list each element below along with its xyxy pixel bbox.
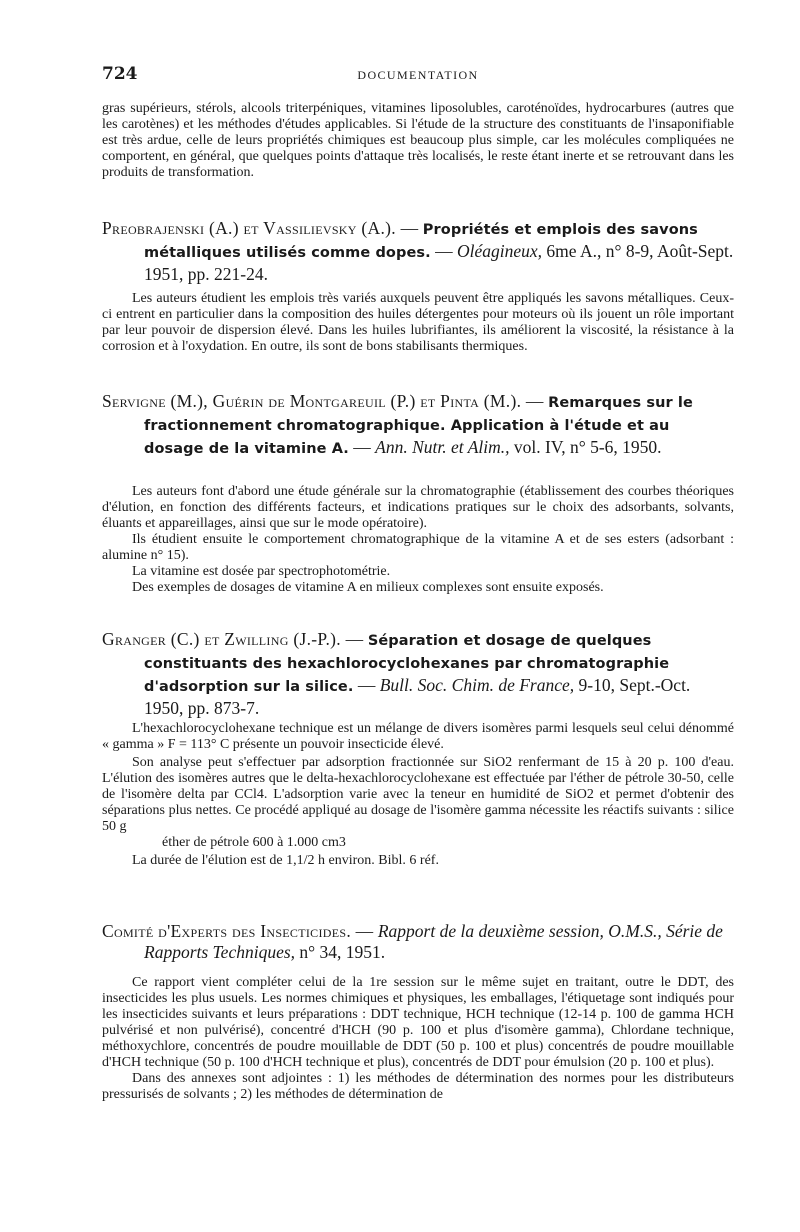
entry-dash: —	[353, 437, 371, 457]
entry-reference: vol. IV, n° 5-6, 1950.	[513, 437, 662, 457]
abstract-paragraph: Les auteurs étudient les emplois très variés auxquels peuvent être appliqués les savons métalliques. Ceux-ci entrent en particulier dans la composition des huiles détergentes pour moteurs où ils jouent un rôle important par leur pouvoir de dispersion élevé. Dans les huiles lubrifiantes, ils améliorent la viscosité, la résistance à la corrosion et à l'oxydation. En outre, ils sont de bons stabilisants thermiques.	[102, 291, 734, 354]
entry-granger-abstract	[102, 721, 734, 869]
entry-reference: 6me A., n° 8-9, Août-Sept. 1951, pp. 221-24.	[144, 241, 734, 284]
entry-journal: Ann. Nutr. et Alim.,	[375, 437, 510, 457]
intro-section	[102, 101, 734, 181]
entry-title: Rapport de la deuxième session, O.M.S., Série de Rapports Techniques,	[144, 921, 723, 962]
entry-heading	[102, 921, 734, 963]
entry-authors: Granger (C.) et Zwilling (J.-P.). —	[102, 629, 364, 649]
abstract-paragraph: La vitamine est dosée par spectrophotométrie.	[132, 564, 391, 579]
entry-authors: Preobrajenski (A.) et Vassilievsky (A.). —	[102, 218, 419, 238]
abstract-paragraph: Dans des annexes sont adjointes : 1) les méthodes de détermination des normes pour les distributeurs pressurisés de solvants ; 2) les méthodes de détermination de	[102, 1071, 734, 1102]
entry-preobrajenski	[102, 218, 734, 285]
entry-title: Séparation et dosage de quelques constituants des hexachlorocyclohexanes par chromatographie d'adsorption sur la silice.	[144, 633, 670, 695]
reagent-line: éther de pétrole 600 à 1.000 cm3	[162, 835, 346, 850]
entry-preobrajenski-abstract	[102, 291, 734, 355]
page-number: 724	[102, 64, 138, 84]
abstract-paragraph: Des exemples de dosages de vitamine A en milieux complexes sont ensuite exposés.	[132, 580, 604, 595]
entry-granger	[102, 629, 734, 719]
entry-dash: —	[435, 241, 453, 261]
entry-title: Propriétés et emplois des savons métalliques utilisés comme dopes.	[144, 222, 698, 261]
entry-journal: Oléagineux,	[457, 241, 543, 261]
entry-servigne	[102, 391, 734, 460]
entry-authors: Servigne (M.), Guérin de Montgareuil (P.) et Pinta (M.). —	[102, 391, 544, 411]
entry-comite-abstract	[102, 975, 734, 1103]
page-header	[102, 64, 734, 88]
entry-reference: 9-10, Sept.-Oct. 1950, pp. 873-7.	[144, 675, 691, 718]
abstract-paragraph: L'hexachlorocyclohexane technique est un mélange de divers isomères parmi lesquels seul celui dénommé « gamma » F = 113° C présente un pouvoir insecticide élevé.	[102, 721, 734, 752]
abstract-paragraph: Son analyse peut s'effectuer par adsorption fractionnée sur SiO2 renfermant de 15 à 20 p. 100 d'eau. L'élution des isomères autres que le delta-hexachlorocyclohexane est effectuée par l'éther de pétrole 30-50, celle de l'isomère delta par CCl4. L'adsorption varie avec la teneur en humidité de SiO2 et permet d'obtenir des séparations plus nettes. Ce procédé appliqué au dosage de l'isomère gamma nécessite les réactifs suivants : silice 50 g	[102, 755, 734, 834]
entry-heading	[102, 629, 734, 719]
entry-reference: n° 34, 1951.	[299, 942, 386, 962]
abstract-paragraph: La durée de l'élution est de 1,1/2 h environ. Bibl. 6 réf.	[132, 853, 439, 868]
intro-paragraph: gras supérieurs, stérols, alcools triterpéniques, vitamines liposolubles, caroténoïdes, hydrocarbures (autres que les carotènes) et les méthodes d'études applicables. Si l'étude de la structure des constituants de l'insaponifiable est très ardue, celle de leurs propriétés chimiques est beaucoup plus simple, car les molécules compliquées ne comportent, en général, que quelques points d'attaque très localisés, le reste étant inerte et se retrouvant dans les produits de transformation.	[102, 101, 734, 180]
abstract-paragraph: Ce rapport vient compléter celui de la 1re session sur le même sujet en traitant, outre le DDT, des insecticides les plus usuels. Les normes chimiques et physiques, les emballages, l'étiquetage sont indiqués pour les insecticides suivants et leurs préparations : DDT technique, HCH technique (12-14 p. 100 de gamma HCH pulvérisé et non pulvérisé), concentré d'HCH (90 p. 100 et plus d'isomère gamma), Chlordane technique, méthoxychlore, concentrés de poudre mouillable de DDT (50 p. 100 et plus) concentrés de poudre mouillable d'HCH technique (50 p. 100 d'HCH technique et plus), concentrés de DDT pour émulsion (20 p. 100 et plus).	[102, 975, 734, 1070]
entry-heading	[102, 218, 734, 285]
entry-title: Remarques sur le fractionnement chromatographique. Application à l'étude et au dosage de la vitamine A.	[144, 395, 693, 457]
entry-authors: Comité d'Experts des Insecticides. —	[102, 921, 374, 941]
entry-comite-experts	[102, 921, 734, 963]
entry-servigne-abstract	[102, 484, 734, 596]
abstract-paragraph: Ils étudient ensuite le comportement chromatographique de la vitamine A et de ses esters (adsorbant : alumine n° 15).	[102, 532, 734, 563]
entry-dash: —	[357, 675, 376, 695]
running-title: DOCUMENTATION	[357, 68, 479, 82]
entry-journal: Bull. Soc. Chim. de France,	[379, 675, 575, 695]
abstract-paragraph: Les auteurs font d'abord une étude générale sur la chromatographie (établissement des courbes théoriques d'élution, en fonction des différents facteurs, et indications pratiques sur le choix des adsorbants, solvants, éluants et appareillages, ainsi que sur le mode opératoire).	[102, 484, 734, 531]
entry-heading	[102, 391, 734, 460]
